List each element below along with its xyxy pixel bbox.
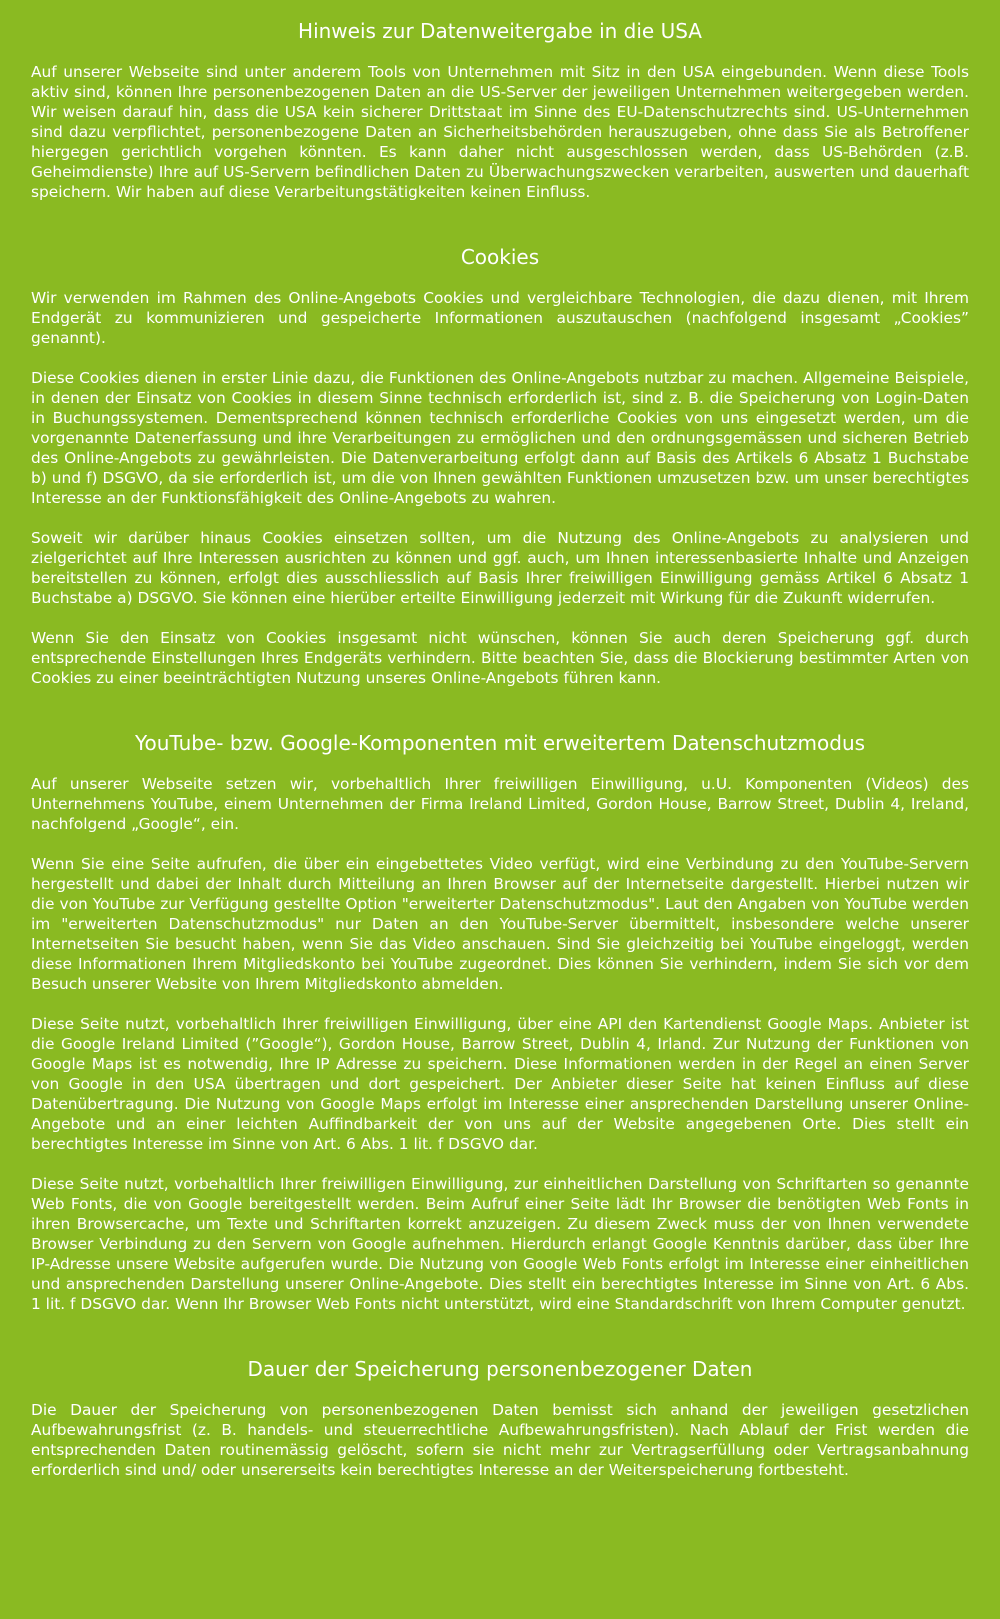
section-us-data-transfer xyxy=(31,17,969,202)
paragraph: Auf unserer Webseite sind unter anderem Tools von Unternehmen mit Sitz in den USA eingebunden. Wenn diese Tools aktiv sind, können Ihre personenbezogenen Daten an die US-Server der jeweiligen Unternehmen weitergegeben werden. Wir weisen darauf hin, dass die USA kein sicherer Drittstaat im Sinne des EU-Datenschutzrechts sind. US-Unternehmen sind dazu verpflichtet, personenbezogene Daten an Sicherheitsbehörden herauszugeben, ohne dass Sie als Betroffener hiergegen gerichtlich vorgehen könnten. Es kann daher nicht ausgeschlossen werden, dass US-Behörden (z.B. Geheimdienste) Ihre auf US-Servern befindlichen Daten zu Überwachungszwecken verarbeiten, auswerten und dauerhaft speichern. Wir haben auf diese Verarbeitungstätigkeiten keinen Einfluss. xyxy=(31,63,969,201)
paragraph: Wenn Sie eine Seite aufrufen, die über ein eingebettetes Video verfügt, wird eine Verbindung zu den YouTube-Servern hergestellt und dabei der Inhalt durch Mitteilung an Ihren Browser auf der Internetseite dargestellt. Hierbei nutzen wir die von YouTube zur Verfügung gestellte Option "erweiterter Datenschutzmodus". Laut den Angaben von YouTube werden im "erweiterten Datenschutzmodus" nur Daten an den YouTube-Server übermittelt, insbesondere welche unserer Internetseiten Sie besucht haben, wenn Sie das Video anschauen. Sind Sie gleichzeitig bei YouTube eingeloggt, werden diese Informationen Ihrem Mitgliedskonto bei YouTube zugeordnet. Dies können Sie verhindern, indem Sie sich vor dem Besuch unserer Website von Ihrem Mitgliedskonto abmelden. xyxy=(31,855,969,993)
paragraph: Wir verwenden im Rahmen des Online-Angebots Cookies und vergleichbare Technologien, die dazu dienen, mit Ihrem Endgerät zu kommunizieren und gespeicherte Informationen auszutauschen (nachfolgend insgesamt „Cookies” genannt). xyxy=(31,289,969,347)
paragraph: Wenn Sie den Einsatz von Cookies insgesamt nicht wünschen, können Sie auch deren Speicherung ggf. durch entsprechende Einstellungen Ihres Endgeräts verhindern. Bitte beachten Sie, dass die Blockierung bestimmter Arten von Cookies zu einer beeinträchtigten Nutzung unseres Online-Angebots führen kann. xyxy=(31,629,969,687)
section-title: Hinweis zur Datenweitergabe in die USA xyxy=(298,19,702,43)
section-title: YouTube- bzw. Google-Komponenten mit erweitertem Datenschutzmodus xyxy=(134,731,866,755)
paragraph: Soweit wir darüber hinaus Cookies einsetzen sollten, um die Nutzung des Online-Angebots zu analysieren und zielgerichtet auf Ihre Interessen ausrichten zu können und ggf. auch, um Ihnen interessenbasierte Inhalte und Anzeigen bereitstellen zu können, erfolgt dies ausschliesslich auf Basis Ihrer freiwilligen Einwilligung gemäss Artikel 6 Absatz 1 Buchstabe a) DSGVO. Sie können eine hierüber erteilte Einwilligung jederzeit mit Wirkung für die Zukunft widerrufen. xyxy=(31,529,969,607)
section-storage-duration xyxy=(31,1355,969,1480)
section-title: Cookies xyxy=(460,245,540,269)
section-cookies xyxy=(31,243,969,688)
paragraph: Diese Cookies dienen in erster Linie dazu, die Funktionen des Online-Angebots nutzbar zu machen. Allgemeine Beispiele, in denen der Einsatz von Cookies in diesem Sinne technisch erforderlich ist, sind z. B. die Speicherung von Login-Daten in Buchungssystemen. Dementsprechend können technisch erforderliche Cookies von uns eingesetzt werden, um die vorgenannte Datenerfassung und ihre Verarbeitungen zu ermöglichen und den ordnungsgemässen und sicheren Betrieb des Online-Angebots zu gewährleisten. Die Datenverarbeitung erfolgt dann auf Basis des Artikels 6 Absatz 1 Buchstabe b) und f) DSGVO, da sie erforderlich ist, um die von Ihnen gewählten Funktionen umzusetzen bzw. um unser berechtigtes Interesse an der Funktionsfähigkeit des Online-Angebots zu wahren. xyxy=(31,369,969,507)
paragraph: Diese Seite nutzt, vorbehaltlich Ihrer freiwilligen Einwilligung, zur einheitlichen Darstellung von Schriftarten so genannte Web Fonts, die von Google bereitgestellt werden. Beim Aufruf einer Seite lädt Ihr Browser die benötigten Web Fonts in ihren Browsercache, um Texte und Schriftarten korrekt anzuzeigen. Zu diesem Zweck muss der von Ihnen verwendete Browser Verbindung zu den Servern von Google aufnehmen. Hierdurch erlangt Google Kenntnis darüber, dass über Ihre IP-Adresse unsere Website aufgerufen wurde. Die Nutzung von Google Web Fonts erfolgt im Interesse einer einheitlichen und ansprechenden Darstellung unserer Online-Angebote. Dies stellt ein berechtigtes Interesse im Sinne von Art. 6 Abs. 1 lit. f DSGVO dar. Wenn Ihr Browser Web Fonts nicht unterstützt, wird eine Standardschrift von Ihrem Computer genutzt. xyxy=(31,1175,969,1313)
paragraph: Diese Seite nutzt, vorbehaltlich Ihrer freiwilligen Einwilligung, über eine API den Kartendienst Google Maps. Anbieter ist die Google Ireland Limited (”Google“), Gordon House, Barrow Street, Dublin 4, Irland. Zur Nutzung der Funktionen von Google Maps ist es notwendig, Ihre IP Adresse zu speichern. Diese Informationen werden in der Regel an einen Server von Google in den USA übertragen und dort gespeichert. Der Anbieter dieser Seite hat keinen Einfluss auf diese Datenübertragung. Die Nutzung von Google Maps erfolgt im Interesse einer ansprechenden Darstellung unserer Online-Angebote und an einer leichten Auffindbarkeit der von uns auf der Website angegebenen Orte. Dies stellt ein berechtigtes Interesse im Sinne von Art. 6 Abs. 1 lit. f DSGVO dar. xyxy=(31,1015,969,1153)
paragraph: Auf unserer Webseite setzen wir, vorbehaltlich Ihrer freiwilligen Einwilligung, u.U. Komponenten (Videos) des Unternehmens YouTube, einem Unternehmen der Firma Ireland Limited, Gordon House, Barrow Street, Dublin 4, Ireland, nachfolgend „Google“, ein. xyxy=(31,775,969,833)
section-youtube-google xyxy=(31,729,969,1314)
section-title: Dauer der Speicherung personenbezogener Daten xyxy=(247,1357,753,1381)
paragraph: Die Dauer der Speicherung von personenbezogenen Daten bemisst sich anhand der jeweiligen gesetzlichen Aufbewahrungsfrist (z. B. handels- und steuerrechtliche Aufbewahrungsfristen). Nach Ablauf der Frist werden die entsprechenden Daten routinemässig gelöscht, sofern sie nicht mehr zur Vertragserfüllung oder Vertragsanbahnung erforderlich sind und/ oder unsererseits kein berechtigtes Interesse an der Weiterspeicherung fortbesteht. xyxy=(31,1401,969,1479)
